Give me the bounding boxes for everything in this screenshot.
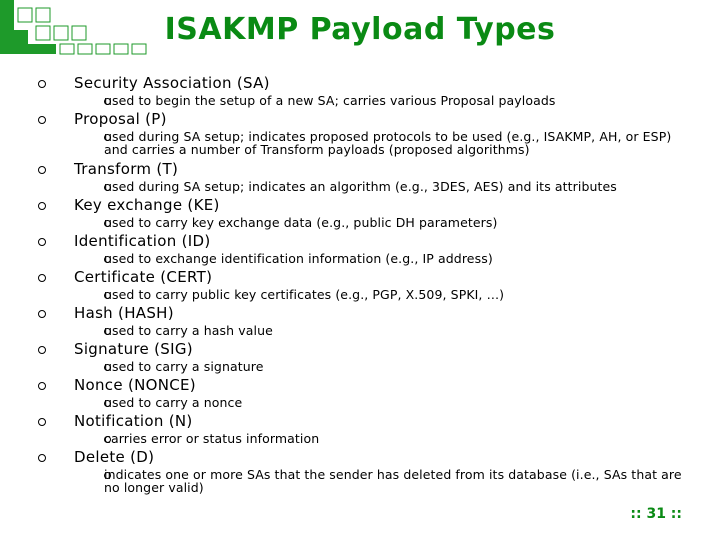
bullet-icon	[38, 346, 46, 354]
payload-description: used during SA setup; indicates proposed protocols to be used (e.g., ISAKMP, AH, or ESP) and carries a number of Transform payloads (proposed algorithms)	[104, 129, 672, 157]
payload-description: indicates one or more SAs that the sender has deleted from its database (i.e., SAs that are no longer valid)	[104, 467, 682, 495]
payload-name: Hash (HASH)	[74, 304, 174, 322]
payload-name: Identification (ID)	[74, 232, 211, 250]
bullet-icon	[38, 310, 46, 318]
page-number: :: 31 ::	[630, 506, 682, 522]
payload-description: used to carry key exchange data (e.g., public DH parameters)	[104, 215, 498, 230]
payload-name: Nonce (NONCE)	[74, 376, 196, 394]
payload-description: used to carry a hash value	[104, 323, 273, 338]
bullet-icon	[38, 382, 46, 390]
payload-description: used during SA setup; indicates an algorithm (e.g., 3DES, AES) and its attributes	[104, 179, 617, 194]
payload-name: Delete (D)	[74, 448, 155, 466]
payload-description: used to carry a nonce	[104, 395, 243, 410]
payload-description: used to carry public key certificates (e.g., PGP, X.509, SPKI, …)	[104, 287, 505, 302]
payload-description: used to carry a signature	[104, 359, 264, 374]
payload-name: Key exchange (KE)	[74, 196, 220, 214]
bullet-icon	[38, 166, 46, 174]
payload-name: Transform (T)	[74, 160, 179, 178]
payload-name: Signature (SIG)	[74, 340, 193, 358]
payload-description: used to begin the setup of a new SA; carries various Proposal payloads	[104, 93, 556, 108]
payload-name: Notification (N)	[74, 412, 193, 430]
bullet-icon	[38, 202, 46, 210]
payload-name: Certificate (CERT)	[74, 268, 213, 286]
payload-name: Security Association (SA)	[74, 74, 270, 92]
slide-title: ISAKMP Payload Types	[164, 12, 556, 47]
payload-description: carries error or status information	[104, 431, 320, 446]
payload-description: used to exchange identification information (e.g., IP address)	[104, 251, 493, 266]
bullet-icon	[38, 238, 46, 246]
bullet-icon	[38, 274, 46, 282]
bullet-icon	[38, 80, 46, 88]
bullet-icon	[38, 116, 46, 124]
payload-name: Proposal (P)	[74, 110, 167, 128]
bullet-icon	[38, 418, 46, 426]
bullet-icon	[38, 454, 46, 462]
